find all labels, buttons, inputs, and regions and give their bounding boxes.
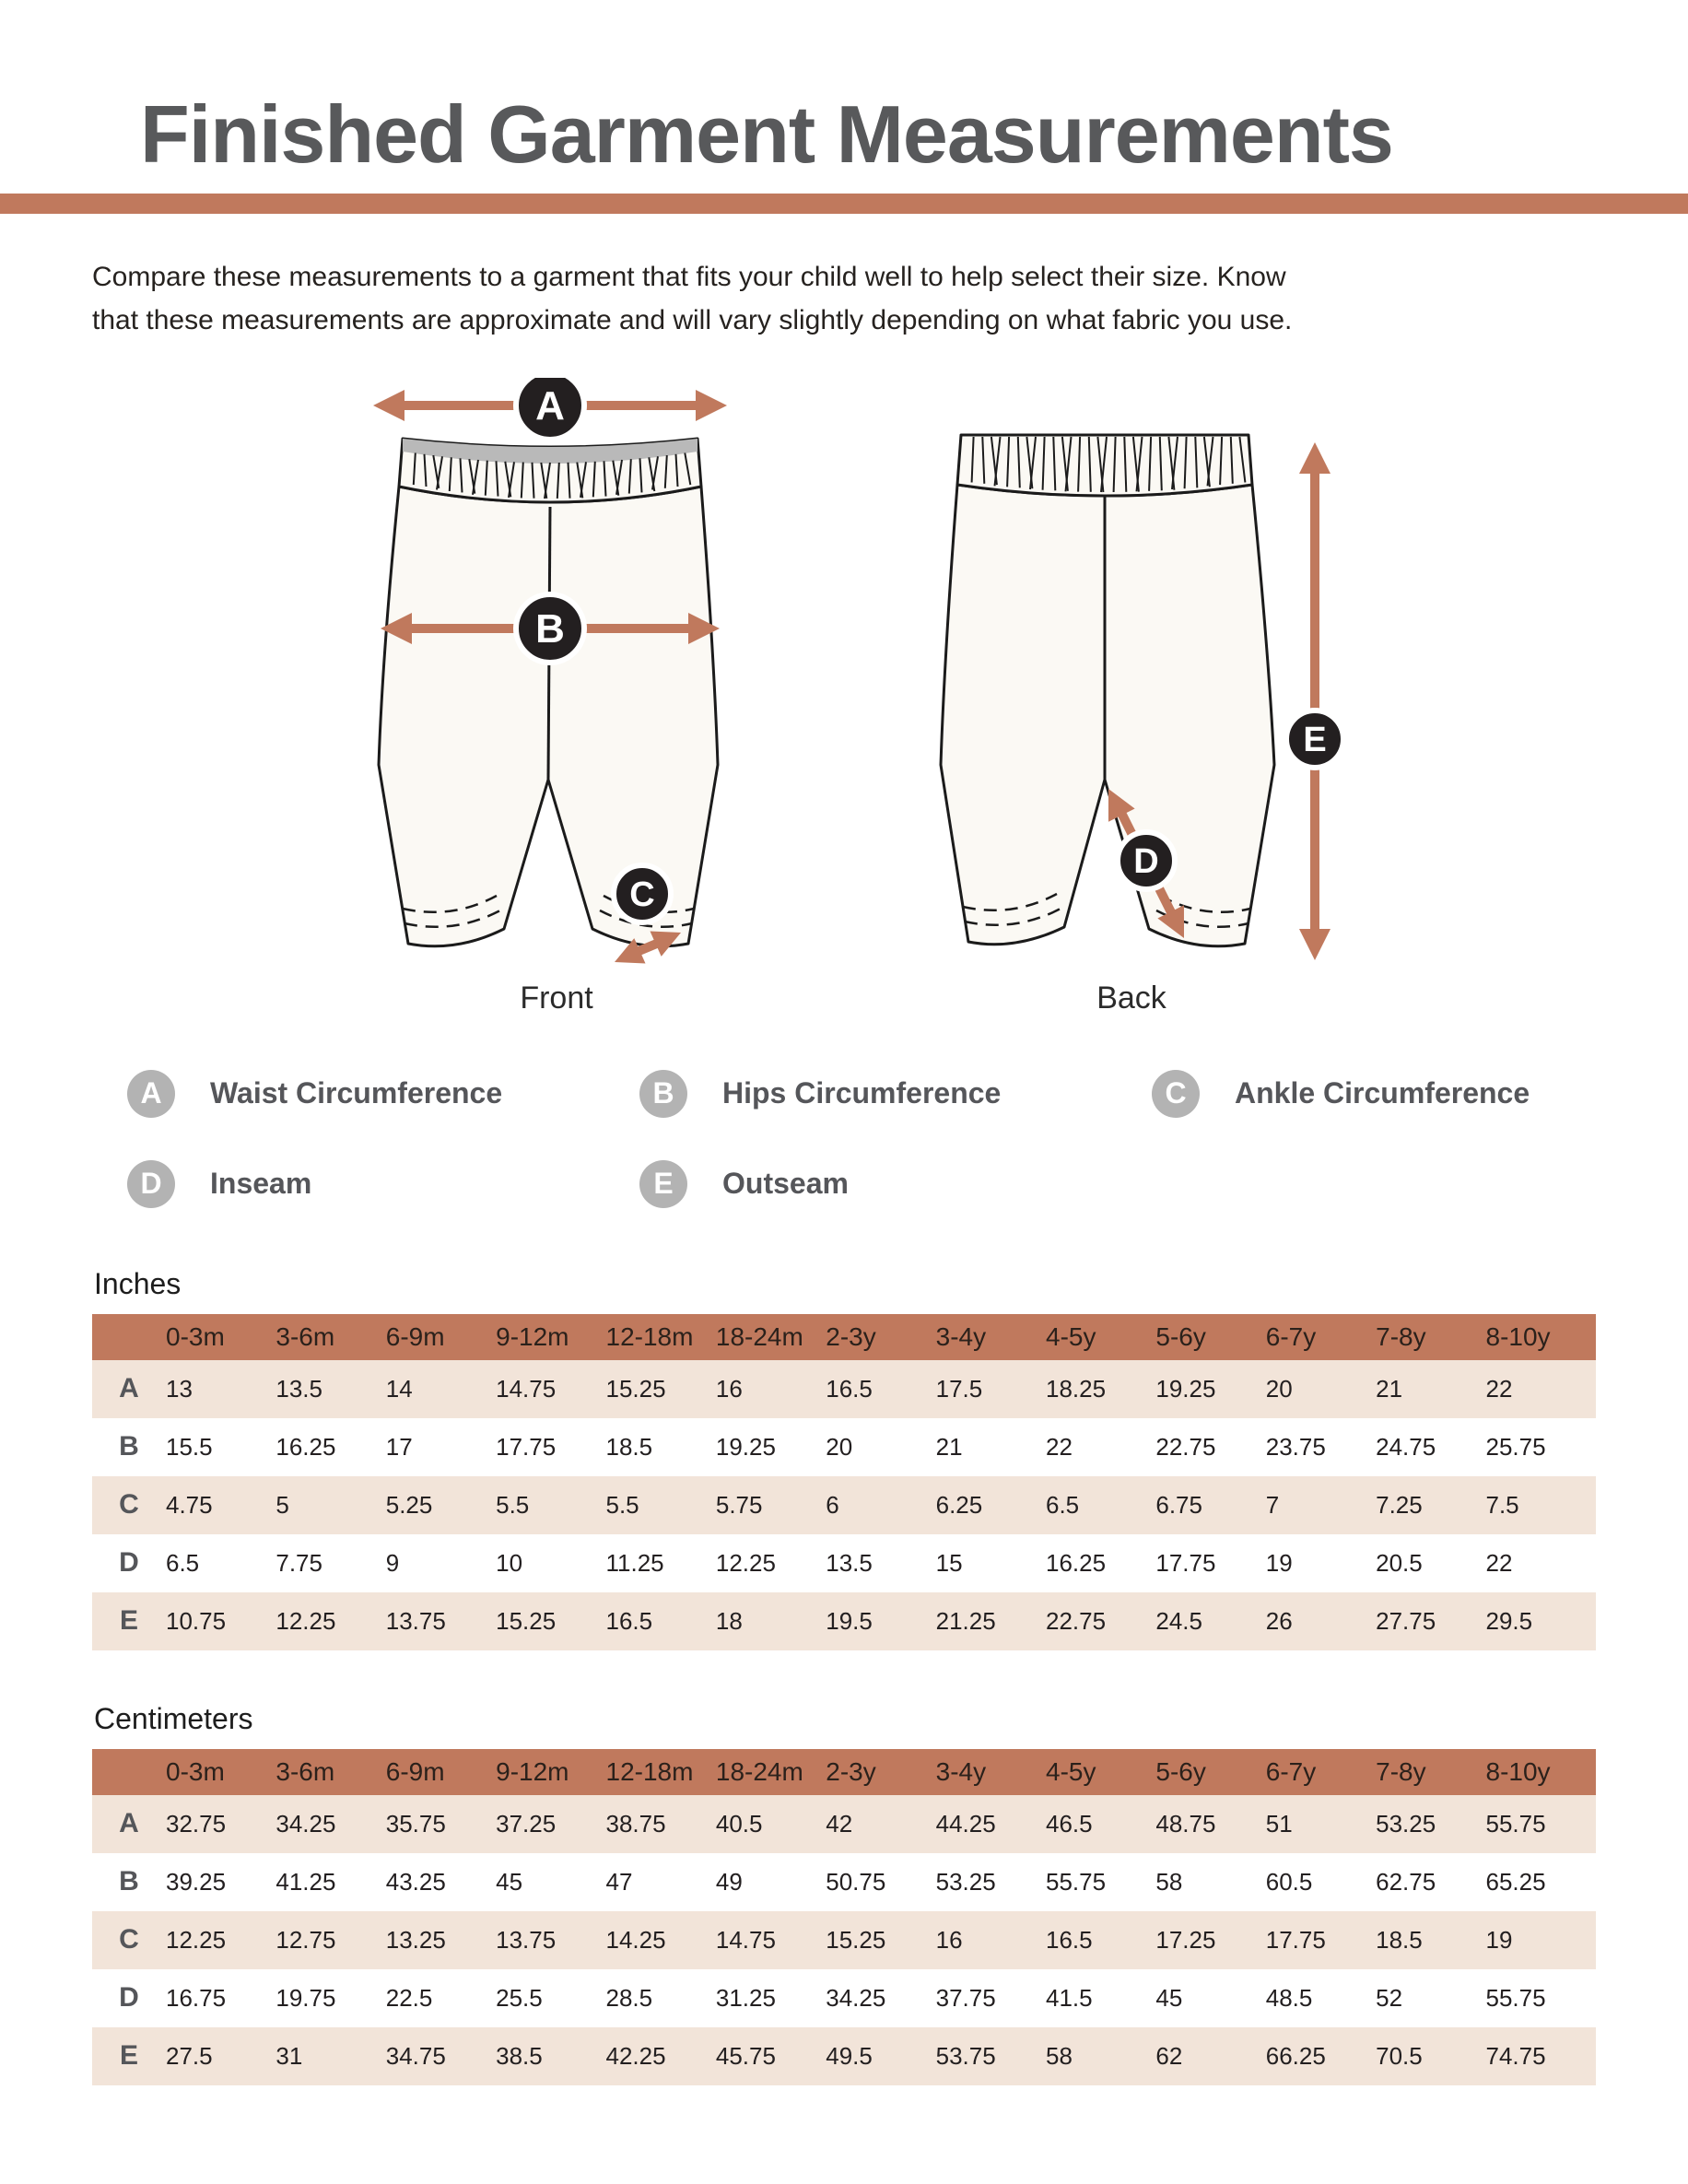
measurement-cell: 38.5 (496, 2041, 543, 2070)
table-row-a (92, 1360, 1596, 1418)
back-label: Back (1096, 980, 1166, 1016)
measurement-cell: 12.25 (166, 1925, 227, 1954)
size-header-row (92, 1749, 1596, 1795)
measurement-cell: 6 (826, 1490, 839, 1519)
measurement-legend (127, 1070, 1688, 1208)
row-label: A (119, 1373, 139, 1404)
measurement-cell: 49 (715, 1867, 743, 1896)
measurement-cell: 55.75 (1485, 1983, 1546, 2012)
document-page (0, 88, 1688, 2184)
legend-badge-d: D (127, 1160, 175, 1208)
measurement-cell: 18.25 (1046, 1374, 1107, 1403)
table-row-e (92, 2027, 1596, 2085)
measurement-cell: 15 (935, 1548, 963, 1577)
measurement-cell: 55.75 (1046, 1867, 1107, 1896)
legend-item-c (1152, 1070, 1688, 1118)
measurement-cell: 5.5 (496, 1490, 530, 1519)
measurement-cell: 6.5 (1046, 1490, 1080, 1519)
measurement-cell: 7 (1265, 1490, 1280, 1519)
measurement-cell: 58 (1155, 1867, 1183, 1896)
measurement-cell: 52 (1376, 1983, 1403, 2012)
measurement-cell: 17 (385, 1432, 413, 1461)
table-row-a (92, 1795, 1596, 1853)
measurement-cell: 19 (1265, 1548, 1293, 1577)
corner-cell (92, 1749, 166, 1795)
measurement-cell: 22.75 (1046, 1606, 1107, 1635)
measurement-cell: 48.75 (1155, 1809, 1216, 1838)
legend-badge-e: E (639, 1160, 687, 1208)
measurement-cell: 16 (715, 1374, 743, 1403)
measurement-cell: 32.75 (166, 1809, 227, 1838)
measurement-cell: 11.25 (605, 1548, 664, 1577)
back-diagram-svg (913, 378, 1350, 977)
measurement-cell: 18.5 (1376, 1925, 1423, 1954)
legend-label-a: Waist Circumference (210, 1076, 503, 1110)
measurement-cell: 14.75 (715, 1925, 776, 1954)
accent-bar (0, 194, 1688, 214)
front-diagram-svg (338, 378, 775, 977)
measurement-cell: 45 (496, 1867, 523, 1896)
measurement-cell: 16.25 (275, 1432, 336, 1461)
measurement-cell: 14 (385, 1374, 413, 1403)
size-column-header: 9-12m (496, 1314, 605, 1360)
size-column-header: 7-8y (1376, 1749, 1485, 1795)
measurement-cell: 65.25 (1485, 1867, 1546, 1896)
size-column-header: 0-3m (166, 1749, 275, 1795)
size-column-header: 3-6m (275, 1314, 385, 1360)
measurement-cell: 51 (1265, 1809, 1293, 1838)
measurement-cell: 53.25 (1376, 1809, 1436, 1838)
measurement-cell: 35.75 (385, 1809, 446, 1838)
measurement-cell: 20 (1265, 1374, 1293, 1403)
measurement-cell: 25.5 (496, 1983, 543, 2012)
measurement-cell: 22.5 (385, 1983, 433, 2012)
measurement-cell: 12.25 (715, 1548, 776, 1577)
measurement-cell: 7.25 (1376, 1490, 1423, 1519)
measurement-cell: 6.25 (935, 1490, 983, 1519)
measurement-cell: 13.75 (385, 1606, 446, 1635)
measurement-cell: 15.25 (605, 1374, 666, 1403)
measurement-cell: 12.75 (275, 1925, 336, 1954)
marker-c-letter: C (629, 875, 655, 914)
legend-label-d: Inseam (210, 1167, 312, 1201)
row-label: D (119, 1547, 139, 1579)
measurement-cell: 21 (1376, 1374, 1403, 1403)
legend-item-a (127, 1070, 639, 1118)
measurement-cell: 23.75 (1265, 1432, 1326, 1461)
measurement-cell: 62.75 (1376, 1867, 1436, 1896)
size-column-header: 7-8y (1376, 1314, 1485, 1360)
marker-d-letter: D (1133, 841, 1159, 881)
back-diagram (913, 378, 1350, 1016)
measurement-cell: 6.5 (166, 1548, 200, 1577)
measurement-cell: 45 (1155, 1983, 1183, 2012)
size-column-header: 18-24m (716, 1749, 826, 1795)
measurement-cell: 74.75 (1485, 2041, 1546, 2070)
size-header-row (92, 1314, 1596, 1360)
page-title: Finished Garment Measurements (140, 88, 1393, 180)
measurement-cell: 16.25 (1046, 1548, 1107, 1577)
corner-cell (92, 1314, 166, 1360)
measurement-cell: 17.75 (1265, 1925, 1326, 1954)
measurement-cell: 14.25 (605, 1925, 666, 1954)
measurement-cell: 16.5 (1046, 1925, 1093, 1954)
legend-badge-a: A (127, 1070, 175, 1118)
measurement-cell: 20 (826, 1432, 853, 1461)
intro-text (92, 256, 1596, 343)
inches-table (92, 1314, 1596, 1650)
legend-label-b: Hips Circumference (722, 1076, 1002, 1110)
row-label: B (119, 1866, 139, 1897)
measurement-cell: 60.5 (1265, 1867, 1313, 1896)
measurement-cell: 53.75 (935, 2041, 996, 2070)
measurement-cell: 53.25 (935, 1867, 996, 1896)
measurement-cell: 13.5 (826, 1548, 873, 1577)
measurement-cell: 48.5 (1265, 1983, 1313, 2012)
measurement-cell: 16.5 (605, 1606, 653, 1635)
size-column-header: 2-3y (826, 1749, 935, 1795)
measurement-cell: 6.75 (1155, 1490, 1202, 1519)
measurement-cell: 5.25 (385, 1490, 433, 1519)
measurement-cell: 42.25 (605, 2041, 666, 2070)
measurement-cell: 40.5 (715, 1809, 763, 1838)
legend-item-e (639, 1160, 1152, 1208)
size-column-header: 4-5y (1046, 1749, 1155, 1795)
size-column-header: 5-6y (1155, 1749, 1265, 1795)
measurement-cell: 19.5 (826, 1606, 873, 1635)
measurement-cell: 10 (496, 1548, 523, 1577)
measurement-cell: 10.75 (166, 1606, 227, 1635)
table-row-b (92, 1853, 1596, 1911)
size-column-header: 5-6y (1155, 1314, 1265, 1360)
measurement-cell: 5 (275, 1490, 289, 1519)
measurement-cell: 55.75 (1485, 1809, 1546, 1838)
measurement-cell: 19.25 (715, 1432, 776, 1461)
legend-label-c: Ankle Circumference (1235, 1076, 1530, 1110)
legend-label-e: Outseam (722, 1167, 849, 1201)
table-row-c (92, 1476, 1596, 1534)
measurement-cell: 47 (605, 1867, 633, 1896)
back-garment-outline (941, 485, 1274, 946)
legend-item-d (127, 1160, 639, 1208)
garment-diagrams (0, 378, 1688, 1016)
inches-table-title: Inches (94, 1266, 182, 1300)
row-label: D (119, 1982, 139, 2014)
measurement-cell: 14.75 (496, 1374, 557, 1403)
measurement-cell: 15.25 (496, 1606, 557, 1635)
outseam-arrow (1299, 442, 1330, 960)
centimeters-table-title: Centimeters (94, 1701, 253, 1735)
measurement-cell: 27.5 (166, 2041, 213, 2070)
measurement-cell: 17.75 (1155, 1548, 1216, 1577)
measurement-cell: 28.5 (605, 1983, 653, 2012)
legend-badge-b: B (639, 1070, 687, 1118)
size-column-header: 2-3y (826, 1314, 935, 1360)
measurement-cell: 45.75 (715, 2041, 776, 2070)
size-column-header: 12-18m (606, 1314, 716, 1360)
measurement-cell: 21.25 (935, 1606, 996, 1635)
size-column-header: 6-9m (386, 1749, 496, 1795)
size-column-header: 8-10y (1486, 1749, 1597, 1795)
measurement-cell: 38.75 (605, 1809, 666, 1838)
front-label: Front (520, 980, 593, 1016)
measurement-cell: 34.75 (385, 2041, 446, 2070)
size-column-header: 8-10y (1486, 1314, 1597, 1360)
centimeters-table (92, 1749, 1596, 2085)
measurement-cell: 50.75 (826, 1867, 886, 1896)
row-label: B (119, 1431, 139, 1462)
size-column-header: 12-18m (606, 1749, 716, 1795)
measurement-cell: 20.5 (1376, 1548, 1423, 1577)
measurement-cell: 34.25 (275, 1809, 336, 1838)
measurement-cell: 39.25 (166, 1867, 227, 1896)
measurement-cell: 62 (1155, 2041, 1183, 2070)
measurement-cell: 19.25 (1155, 1374, 1216, 1403)
measurement-cell: 41.5 (1046, 1983, 1093, 2012)
size-column-header: 9-12m (496, 1749, 605, 1795)
measurement-cell: 22 (1046, 1432, 1073, 1461)
intro-line-1: Compare these measurements to a garment that fits your child well to help select their size. Know (92, 262, 1286, 293)
measurement-cell: 15.5 (166, 1432, 213, 1461)
measurement-cell: 66.25 (1265, 2041, 1326, 2070)
measurement-cell: 43.25 (385, 1867, 446, 1896)
measurement-cell: 22 (1485, 1548, 1513, 1577)
measurement-cell: 15.25 (826, 1925, 886, 1954)
measurement-cell: 31.25 (715, 1983, 776, 2012)
measurement-cell: 18.5 (605, 1432, 653, 1461)
measurement-cell: 46.5 (1046, 1809, 1093, 1838)
inches-section (0, 1267, 1688, 1650)
measurement-cell: 19.75 (275, 1983, 336, 2012)
size-column-header: 3-6m (275, 1749, 385, 1795)
legend-item-b (639, 1070, 1152, 1118)
row-label: E (119, 2040, 138, 2072)
measurement-cell: 16.5 (826, 1374, 873, 1403)
row-label: E (119, 1605, 138, 1637)
measurement-cell: 31 (275, 2041, 303, 2070)
measurement-cell: 5.5 (605, 1490, 639, 1519)
measurement-cell: 17.25 (1155, 1925, 1216, 1954)
centimeters-section (0, 1702, 1688, 2085)
measurement-cell: 16.75 (166, 1983, 227, 2012)
measurement-cell: 18 (715, 1606, 743, 1635)
row-label: C (119, 1924, 139, 1955)
row-label: A (119, 1808, 139, 1839)
measurement-cell: 42 (826, 1809, 853, 1838)
measurement-cell: 37.75 (935, 1983, 996, 2012)
table-row-b (92, 1418, 1596, 1476)
measurement-cell: 13.25 (385, 1925, 446, 1954)
measurement-cell: 44.25 (935, 1809, 996, 1838)
legend-badge-c: C (1152, 1070, 1200, 1118)
measurement-cell: 21 (935, 1432, 963, 1461)
table-row-e (92, 1592, 1596, 1650)
measurement-cell: 58 (1046, 2041, 1073, 2070)
marker-a-letter: A (535, 382, 565, 429)
measurement-cell: 19 (1485, 1925, 1513, 1954)
measurement-cell: 13.5 (275, 1374, 322, 1403)
front-diagram (338, 378, 775, 1016)
measurement-cell: 17.5 (935, 1374, 983, 1403)
measurement-cell: 41.25 (275, 1867, 336, 1896)
measurement-cell: 7.75 (275, 1548, 322, 1577)
measurement-cell: 26 (1265, 1606, 1293, 1635)
table-row-d (92, 1534, 1596, 1592)
table-row-d (92, 1969, 1596, 2027)
measurement-cell: 22.75 (1155, 1432, 1216, 1461)
measurement-cell: 22 (1485, 1374, 1513, 1403)
size-column-header: 0-3m (166, 1314, 275, 1360)
measurement-cell: 29.5 (1485, 1606, 1533, 1635)
measurement-cell: 4.75 (166, 1490, 213, 1519)
measurement-cell: 34.25 (826, 1983, 886, 2012)
row-label: C (119, 1489, 139, 1521)
measurement-cell: 7.5 (1485, 1490, 1519, 1519)
measurement-cell: 37.25 (496, 1809, 557, 1838)
size-column-header: 6-7y (1266, 1749, 1376, 1795)
size-column-header: 6-9m (386, 1314, 496, 1360)
measurement-cell: 27.75 (1376, 1606, 1436, 1635)
size-column-header: 3-4y (936, 1314, 1046, 1360)
measurement-cell: 17.75 (496, 1432, 557, 1461)
measurement-cell: 5.75 (715, 1490, 763, 1519)
intro-line-2: that these measurements are approximate and will vary slightly depending on what fabric you use. (92, 305, 1293, 336)
size-column-header: 4-5y (1046, 1314, 1155, 1360)
marker-b-letter: B (535, 605, 565, 652)
measurement-cell: 13 (166, 1374, 193, 1403)
measurement-cell: 12.25 (275, 1606, 336, 1635)
measurement-cell: 9 (385, 1548, 400, 1577)
marker-e-letter: E (1303, 720, 1327, 759)
measurement-cell: 49.5 (826, 2041, 873, 2070)
measurement-cell: 25.75 (1485, 1432, 1546, 1461)
size-column-header: 3-4y (936, 1749, 1046, 1795)
measurement-cell: 24.5 (1155, 1606, 1202, 1635)
measurement-cell: 13.75 (496, 1925, 557, 1954)
measurement-cell: 70.5 (1376, 2041, 1423, 2070)
table-row-c (92, 1911, 1596, 1969)
measurement-cell: 16 (935, 1925, 963, 1954)
size-column-header: 18-24m (716, 1314, 826, 1360)
measurement-cell: 24.75 (1376, 1432, 1436, 1461)
size-column-header: 6-7y (1266, 1314, 1376, 1360)
